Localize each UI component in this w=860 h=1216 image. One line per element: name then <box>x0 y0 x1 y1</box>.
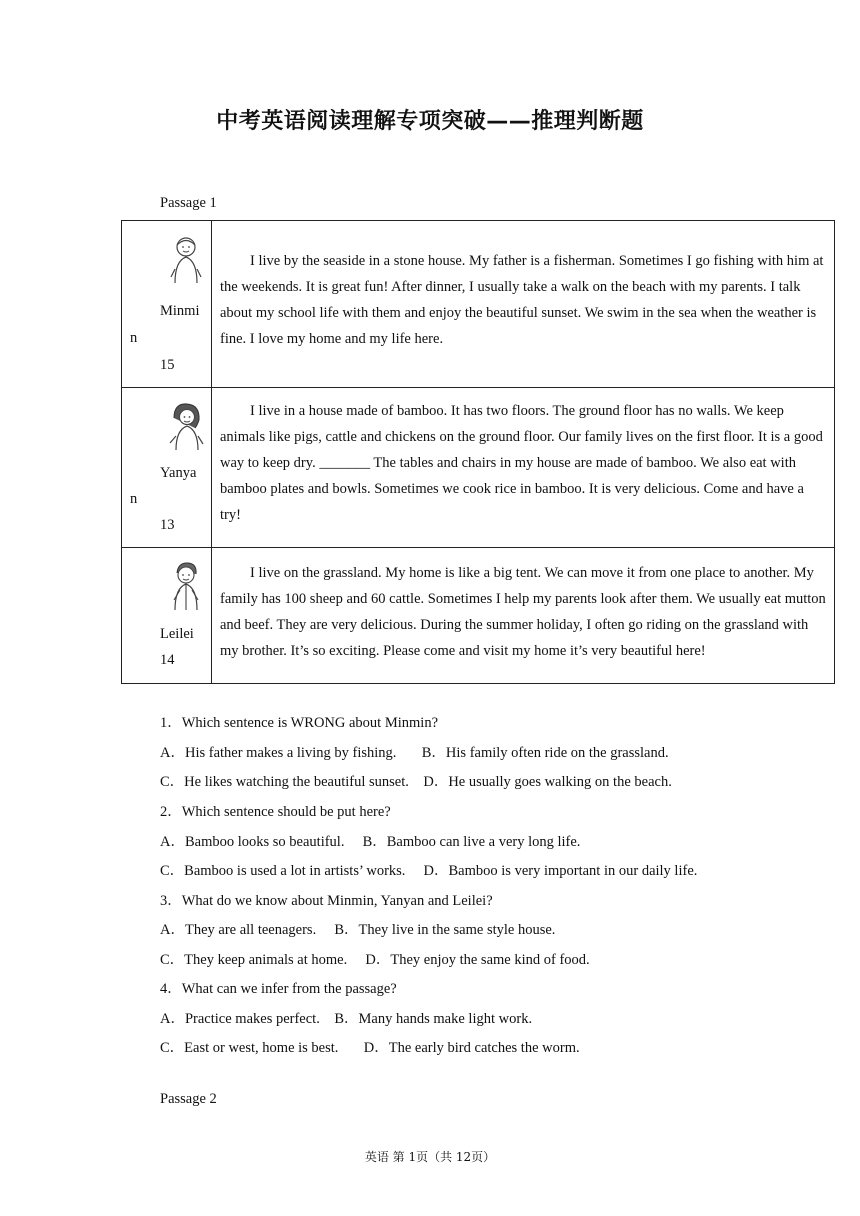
person-age: 15 <box>160 357 175 373</box>
passage-2-label: Passage 2 <box>160 1091 217 1107</box>
person-name: Leilei <box>160 626 194 642</box>
passage-paragraph: I live in a house made of bamboo. It has two floors. The ground floor has no walls. We keep animals like pigs, cattle and chickens on the ground floor. Our family lives on the first floor. It is a good way to keep dry. _______ The tables and chairs in my house are made of bamboo. We also eat with bamboo plates and bowls. Sometimes we cook rice in bamboo. It is very delicious. Come and have a try! <box>220 403 823 523</box>
question-1: 1．Which sentence is WRONG about Minmin? <box>160 715 438 731</box>
question-1-options-cd: C．He likes watching the beautiful sunset. D．He usually goes walking on the beach. <box>160 774 672 790</box>
question-1-options-ab: A．His father makes a living by fishing. B．His family often ride on the grassland. <box>160 745 669 761</box>
table-row <box>122 388 835 548</box>
table-row <box>122 548 835 684</box>
person-name-wrap: n <box>130 330 138 346</box>
passage-1-label: Passage 1 <box>160 195 217 211</box>
question-4-options-cd: C．East or west, home is best. D．The early bird catches the worm. <box>160 1040 580 1056</box>
person-text-cell <box>212 548 835 684</box>
boy-portrait-icon <box>166 560 206 612</box>
question-4-options-ab: A．Practice makes perfect. B．Many hands make light work. <box>160 1011 533 1027</box>
page-footer: 英语 第 1页（共 12页） <box>364 1150 496 1164</box>
question-2-options-ab: A．Bamboo looks so beautiful. B．Bamboo can live a very long life. <box>160 834 581 850</box>
question-4: 4．What can we infer from the passage? <box>160 981 397 997</box>
table-row <box>122 221 835 388</box>
question-3-options-ab: A．They are all teenagers. B．They live in the same style house. <box>160 922 556 938</box>
person-text-cell <box>212 388 835 548</box>
boy-portrait-icon <box>166 233 206 285</box>
passage-1-table <box>121 220 835 684</box>
passage-paragraph: I live on the grassland. My home is like a big tent. We can move it from one place to another. My family has 100 sheep and 60 cattle. Sometimes I help my parents look after them. We usually eat mutton and beef. They are very delicious. During the summer holiday, I often go riding on the grassland with my brother. It’s so exciting. Please come and visit my home it’s very beautiful here! <box>220 565 826 659</box>
passage-paragraph: I live by the seaside in a stone house. My father is a fisherman. Sometimes I go fishing with him at the weekends. It is great fun! After dinner, I usually take a walk on the beach with my parents. I talk about my school life with them and enjoy the beautiful sunset. We swim in the sea when the weather is fine. I love my home and my life here. <box>220 253 824 347</box>
person-text-cell <box>212 221 835 388</box>
person-name: Minmi <box>160 303 200 319</box>
person-cell <box>122 388 212 548</box>
person-age: 13 <box>160 517 175 533</box>
document-title: 中考英语阅读理解专项突破——推理判断题 <box>216 109 644 134</box>
girl-portrait-icon <box>166 400 206 452</box>
person-name-wrap: n <box>130 491 138 507</box>
question-2: 2．Which sentence should be put here? <box>160 804 391 820</box>
person-name: Yanya <box>160 465 197 481</box>
question-3-options-cd: C．They keep animals at home. D．They enjoy the same kind of food. <box>160 952 590 968</box>
person-cell <box>122 548 212 684</box>
person-age: 14 <box>160 652 175 668</box>
person-cell <box>122 221 212 388</box>
question-3: 3．What do we know about Minmin, Yanyan and Leilei? <box>160 893 493 909</box>
question-2-options-cd: C．Bamboo is used a lot in artists’ works. D．Bamboo is very important in our daily life. <box>160 863 698 879</box>
